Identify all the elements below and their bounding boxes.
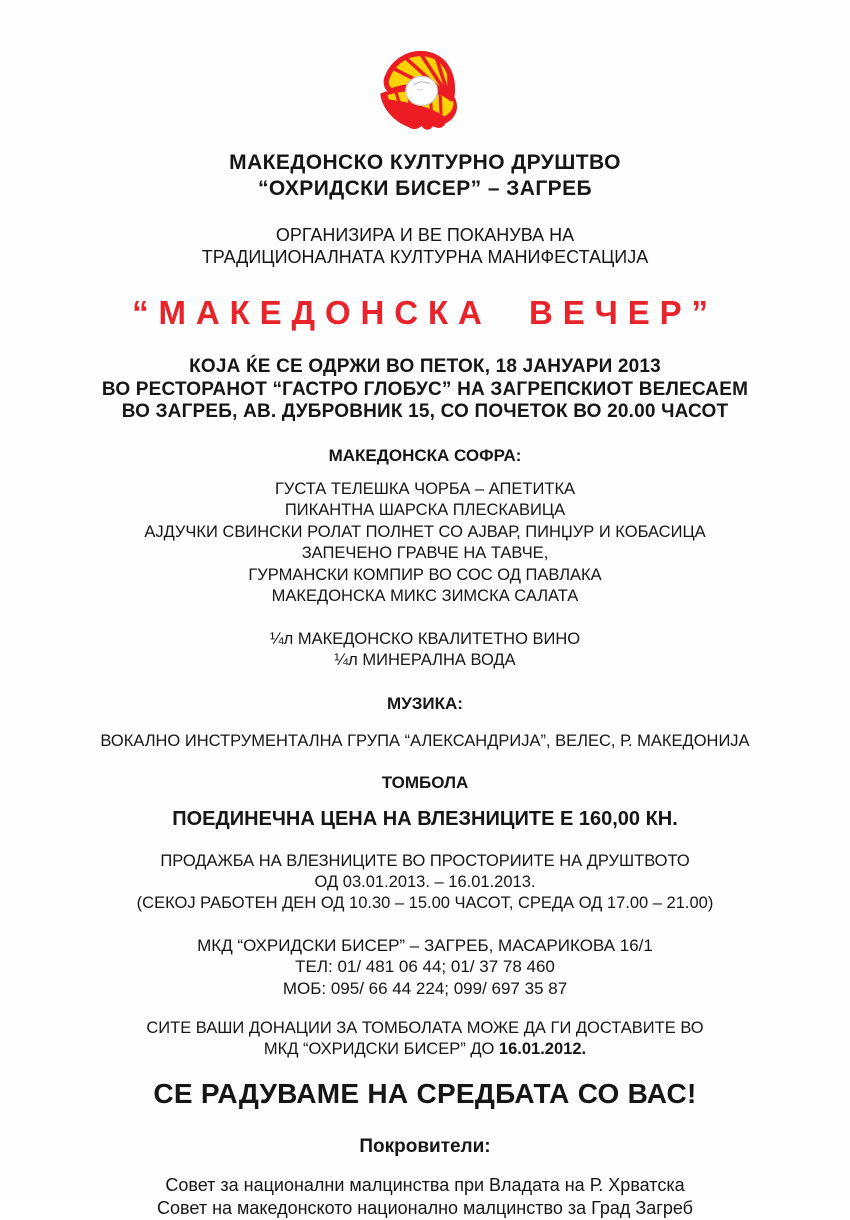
sales-line3: (СЕКОЈ РАБОТЕН ДЕН ОД 10.30 – 15.00 ЧАСОТ, СРЕДА ОД 17.00 – 21.00): [136, 893, 714, 912]
drink-item: ¼л МАКЕДОНСКО КВАЛИТЕТНО ВИНО: [269, 629, 581, 648]
org-name: [0, 150, 850, 202]
org-name-line1: МАКЕДОНСКО КУЛТУРНО ДРУШТВО: [229, 151, 621, 174]
sponsor-line2: Совет на македонското национално малцинство за Град Загреб: [157, 1198, 693, 1218]
event-details: [0, 356, 850, 424]
menu-item: ПИКАНТНА ШАРСКА ПЛЕСКАВИЦА: [284, 501, 566, 519]
donations-line2-text: МКД “ОХРИДСКИ БИСЕР” ДО: [263, 1040, 495, 1058]
menu-item: ГУСТА ТЕЛЕШКА ЧОРБА – АПЕТИТКА: [274, 479, 576, 498]
donations-line1: СИТЕ ВАШИ ДОНАЦИИ ЗА ТОМБОЛАТА МОЖЕ ДА ГИ ДОСТАВИТЕ ВО: [146, 1019, 704, 1037]
pearl-shell-logo: [0, 46, 850, 138]
menu-item: ЗАПЕЧЕНО ГРАВЧЕ НА ТАВЧЕ,: [301, 544, 549, 562]
menu-list: [0, 479, 850, 608]
sales-line2: ОД 03.01.2013. – 16.01.2013.: [314, 872, 536, 891]
ticket-sales-info: [0, 851, 850, 914]
menu-item: ГУРМАНСКИ КОМПИР ВО СОС ОД ПАВЛАКА: [248, 565, 602, 584]
invite-line2: ТРАДИЦИОНАЛНАТА КУЛТУРНА МАНИФЕСТАЦИЈА: [201, 247, 649, 267]
menu-heading: МАКЕДОНСКА СОФРА:: [328, 445, 522, 465]
music-group-line: ВОКАЛНО ИНСТРУМЕНТАЛНА ГРУПА “АЛЕКСАНДРИЈА”, ВЕЛЕС, Р. МАКЕДОНИЈА: [100, 731, 750, 750]
contact-address: МКД “ОХРИДСКИ БИСЕР” – ЗАГРЕБ, МАСАРИКОВА 16/1: [197, 935, 653, 955]
sales-line1: ПРОДАЖБА НА ВЛЕЗНИЦИТЕ ВО ПРОСТОРИИТЕ НА ДРУШТВОТО: [160, 851, 690, 870]
donations-info: [0, 1018, 850, 1060]
contact-mobile: МОБ: 095/ 66 44 224; 099/ 697 35 87: [282, 978, 568, 998]
contact-info: [0, 935, 850, 1000]
music-heading: МУЗИКА:: [387, 693, 463, 713]
closing-line: СЕ РАДУВАМЕ НА СРЕДБАТА СО ВАС!: [153, 1078, 697, 1109]
sponsor-line1: Совет за национални малцинства при Владата на Р. Хрватска: [165, 1175, 685, 1195]
donations-line2: [0, 1039, 850, 1060]
org-name-line2: “ОХРИДСКИ БИСЕР” – ЗАГРЕБ: [257, 177, 593, 200]
event-date-line: КОЈА ЌЕ СЕ ОДРЖИ ВО ПЕТОК, 18 ЈАНУАРИ 2013: [189, 356, 661, 377]
drink-item: ¼л МИНЕРАЛНА ВОДА: [334, 651, 516, 669]
invitation-intro: [0, 224, 850, 268]
sponsors-heading: Покровители:: [359, 1136, 491, 1157]
event-title: “МАКЕДОНСКА ВЕЧЕР”: [132, 294, 718, 331]
drinks-list: [0, 629, 850, 672]
tombola-heading: ТОМБОЛА: [381, 772, 469, 792]
pearl-shell-icon: [368, 46, 482, 134]
event-venue-line: ВО РЕСТОРАНОТ “ГАСТРО ГЛОБУС” НА ЗАГРЕПСКИОТ ВЕЛЕСАЕМ: [101, 378, 749, 400]
ticket-price-line: ПОЕДИНЕЧНА ЦЕНА НА ВЛЕЗНИЦИТЕ Е 160,00 КН.: [172, 807, 678, 830]
donations-deadline-date: 16.01.2012.: [498, 1040, 587, 1058]
invite-line1: ОРГАНИЗИРА И ВЕ ПОКАНУВА НА: [275, 225, 575, 245]
menu-item: АЈДУЧКИ СВИНСКИ РОЛАТ ПОЛНЕТ СО АЈВАР, ПИНЏУР И КОБАСИЦА: [144, 522, 706, 541]
menu-item: МАКЕДОНСКА МИКС ЗИМСКА САЛАТА: [271, 587, 579, 605]
event-address-line: ВО ЗАГРЕБ, АВ. ДУБРОВНИК 15, СО ПОЧЕТОК ВО 20.00 ЧАСОТ: [121, 401, 729, 422]
sponsors-list: [0, 1174, 850, 1220]
contact-phone: ТЕЛ: 01/ 481 06 44; 01/ 37 78 460: [295, 957, 555, 976]
